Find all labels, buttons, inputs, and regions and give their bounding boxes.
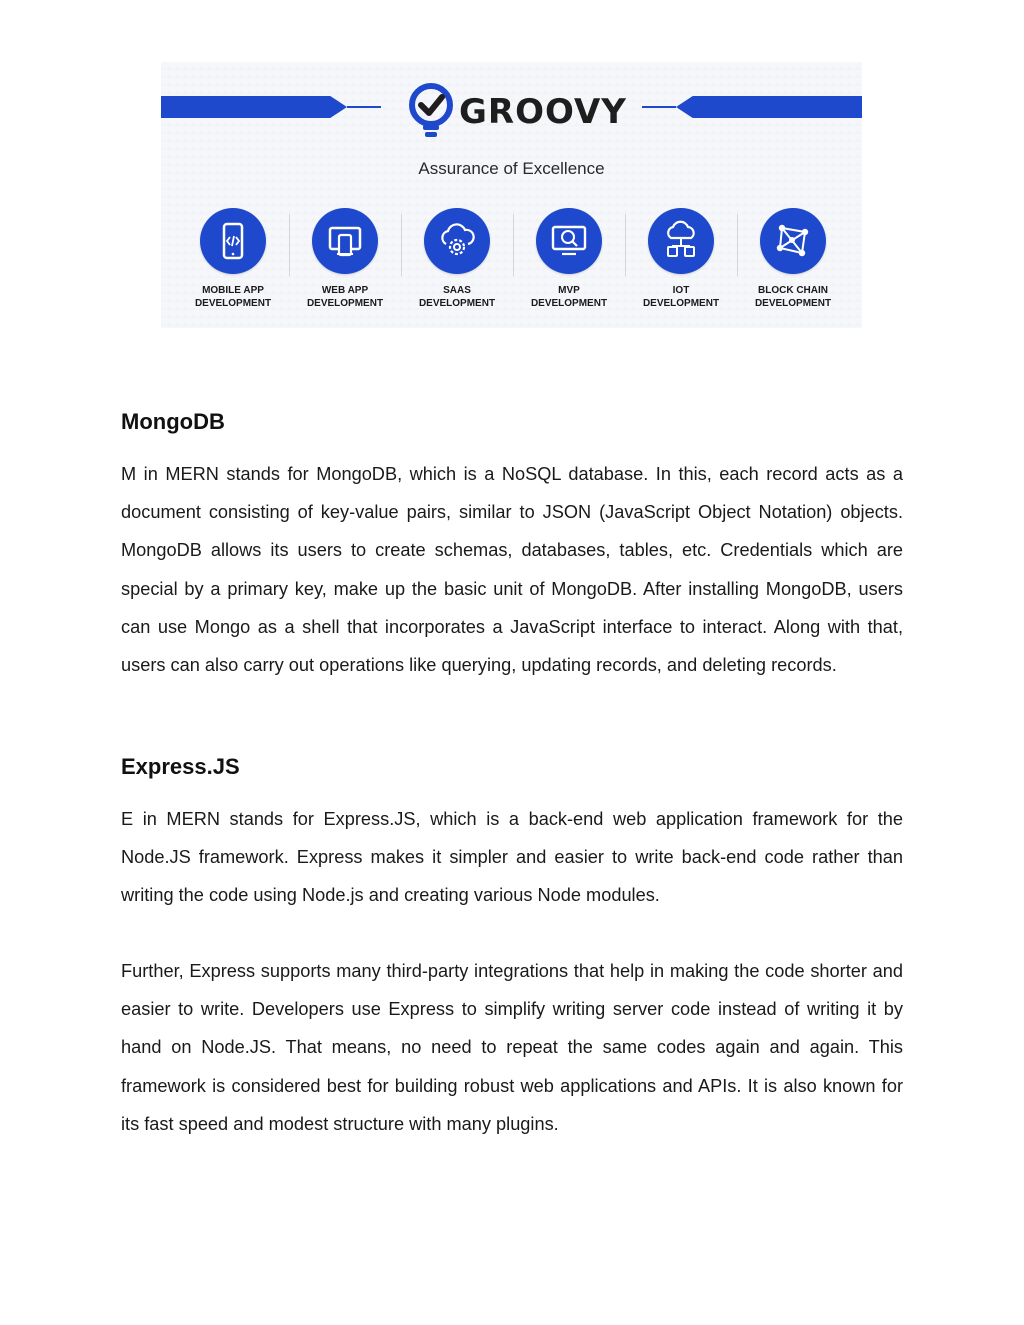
- section-express-body-2: [121, 952, 903, 1143]
- service-list: [183, 208, 843, 318]
- service-label: SAAS DEVELOPMENT: [418, 285, 496, 309]
- banner-bar-left: [161, 96, 347, 118]
- service-label: IOT DEVELOPMENT: [642, 285, 720, 309]
- groovy-banner: [161, 62, 862, 328]
- cloud-gear-icon: [424, 208, 490, 274]
- paragraph: Further, Express supports many third-party integrations that help in making the code shorter and easier to write. Developers use Express to simplify writing server code instead of writing it by hand on Node.JS. That means, no need to repeat the same codes again and again. This framework is considered best for building robust web applications and APIs. It is also known for its fast speed and modest structure with many plugins.: [121, 961, 903, 1134]
- mobile-code-icon: [200, 208, 266, 274]
- mvp-monitor-icon: [536, 208, 602, 274]
- paragraph: E in MERN stands for Express.JS, which is a back-end web application framework for the Node.JS framework. Express makes it simpler and easier to write back-end code rather than writing the code using Node.js and creating various Node modules.: [121, 809, 903, 906]
- service-web-app: [295, 208, 395, 318]
- service-label: BLOCK CHAIN DEVELOPMENT: [754, 285, 832, 309]
- section-heading: MongoDB: [121, 409, 225, 434]
- web-app-icon: [312, 208, 378, 274]
- brand-name: GROOVY: [459, 92, 627, 132]
- service-iot: [631, 208, 731, 318]
- service-blockchain: [743, 208, 843, 318]
- service-label: WEB APP DEVELOPMENT: [306, 285, 384, 309]
- groovy-logo: [409, 82, 627, 142]
- service-mobile-app: [183, 208, 283, 318]
- lightbulb-check-icon: [409, 83, 453, 141]
- section-mongodb: [121, 409, 903, 435]
- blockchain-network-icon: [760, 208, 826, 274]
- banner-bar-right: [676, 96, 862, 118]
- iot-cloud-icon: [648, 208, 714, 274]
- service-mvp: [519, 208, 619, 318]
- section-heading: Express.JS: [121, 754, 240, 779]
- banner-line-right: [642, 106, 676, 108]
- section-express-body-1: [121, 800, 903, 915]
- section-mongodb-body: [121, 455, 903, 684]
- section-express: [121, 754, 903, 780]
- banner-line-left: [347, 106, 381, 108]
- banner-tagline: Assurance of Excellence: [418, 159, 605, 178]
- service-label: MOBILE APP DEVELOPMENT: [194, 285, 272, 309]
- paragraph: M in MERN stands for MongoDB, which is a NoSQL database. In this, each record acts as a document consisting of key-value pairs, similar to JSON (JavaScript Object Notation) objects. MongoDB allows its users to create schemas, databases, tables, etc. Credentials which are special by a primary key, make up the basic unit of MongoDB. After installing MongoDB, users can use Mongo as a shell that incorporates a JavaScript interface to interact. Along with that, users can also carry out operations like querying, updating records, and deleting records.: [121, 464, 903, 676]
- service-saas: [407, 208, 507, 318]
- service-label: MVP DEVELOPMENT: [530, 285, 608, 309]
